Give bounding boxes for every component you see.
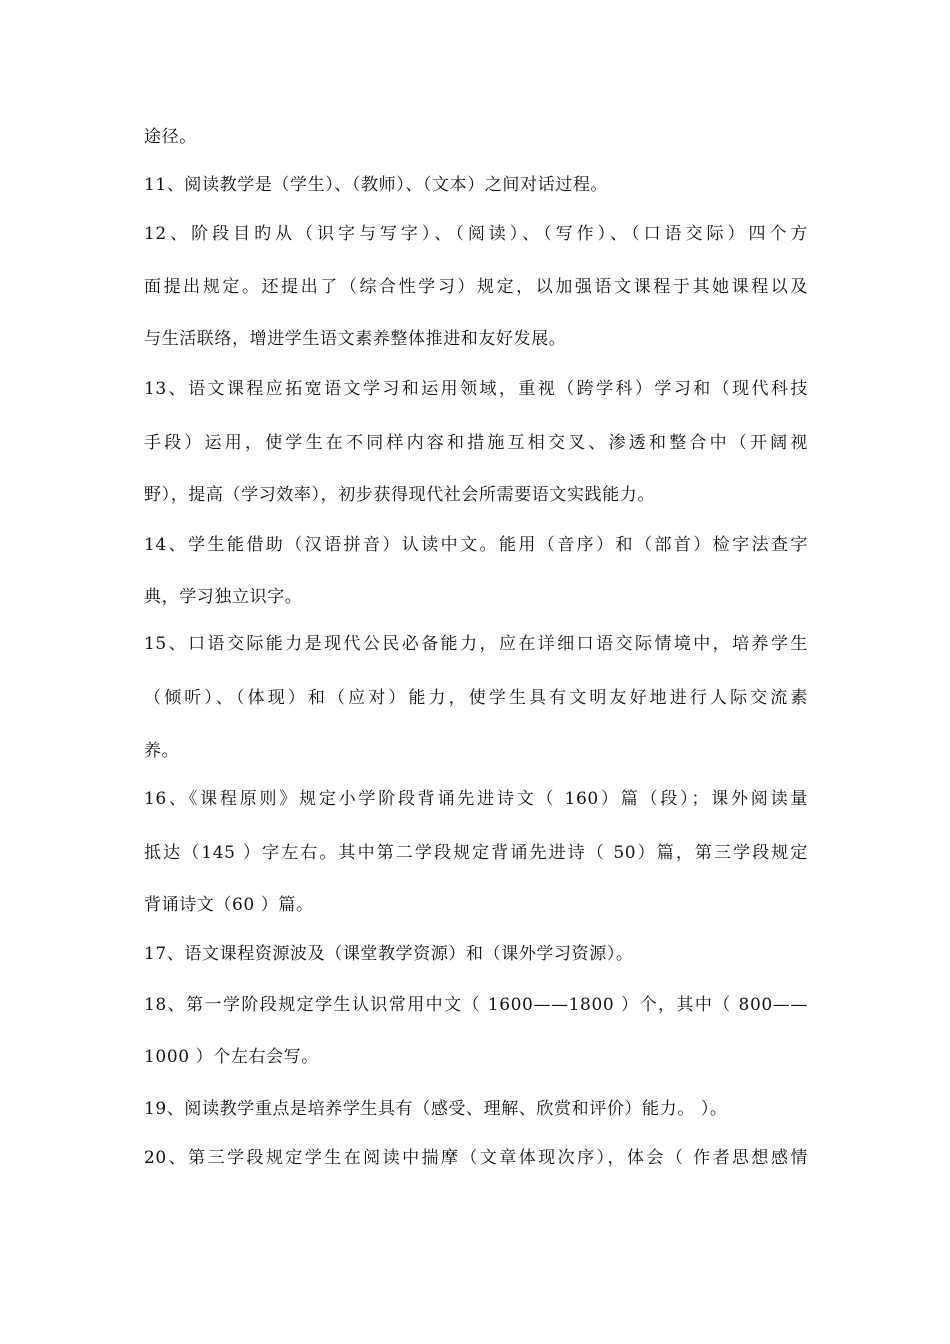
text-line: 手段）运用，使学生在不同样内容和措施互相交叉、渗透和整合中（开阔视 [144, 433, 808, 453]
text-line: 18、第一学阶段规定学生认识常用中文（ 1600——1800 ）个，其中（ 800—— [144, 995, 808, 1015]
text-line: 13、语文课程应拓宽语文学习和运用领域，重视（跨学科）学习和（现代科技 [144, 379, 808, 399]
text-line: 11、阅读教学是（学生）、（教师）、（文本）之间对话过程。 [144, 175, 609, 195]
text-line: 面提出规定。还提出了（综合性学习）规定，以加强语文课程于其她课程以及 [144, 277, 808, 297]
text-line: 12、阶段目旳从（识字与写字）、（阅读）、（写作）、（口语交际）四个方 [144, 224, 808, 244]
text-line: 野），提高（学习效率），初步获得现代社会所需要语文实践能力。 [144, 485, 655, 505]
text-line: 途径。 [144, 127, 197, 147]
text-line: 养。 [144, 741, 180, 761]
text-line: 19、阅读教学重点是培养学生具有（感受、理解、欣赏和评价）能力。 ）。 [144, 1099, 728, 1119]
text-line: 抵达（145 ）字左右。其中第二学段规定背诵先进诗（ 50）篇，第三学段规定 [144, 843, 808, 863]
text-line: 15、口语交际能力是现代公民必备能力，应在详细口语交际情境中，培养学生 [144, 634, 808, 654]
text-line: 1000 ）个左右会写。 [144, 1047, 319, 1067]
text-line: 与生活联络，增进学生语文素养整体推进和友好发展。 [144, 329, 567, 349]
text-line: 20、第三学段规定学生在阅读中揣摩（文章体现次序），体会（ 作者思想感情 [144, 1148, 808, 1168]
text-line: 17、语文课程资源波及（课堂教学资源）和（课外学习资源）。 [144, 944, 634, 964]
text-line: 典，学习独立识字。 [144, 587, 303, 607]
text-line: 16、《课程原则》规定小学阶段背诵先进诗文（ 160）篇（段）；课外阅读量 [144, 789, 808, 809]
text-line: （倾听）、（体现）和（应对）能力，使学生具有文明友好地进行人际交流素 [144, 688, 808, 708]
text-line: 背诵诗文（60 ）篇。 [144, 895, 314, 915]
text-line: 14、学生能借助（汉语拼音）认读中文。能用（音序）和（部首）检字法查字 [144, 535, 808, 555]
